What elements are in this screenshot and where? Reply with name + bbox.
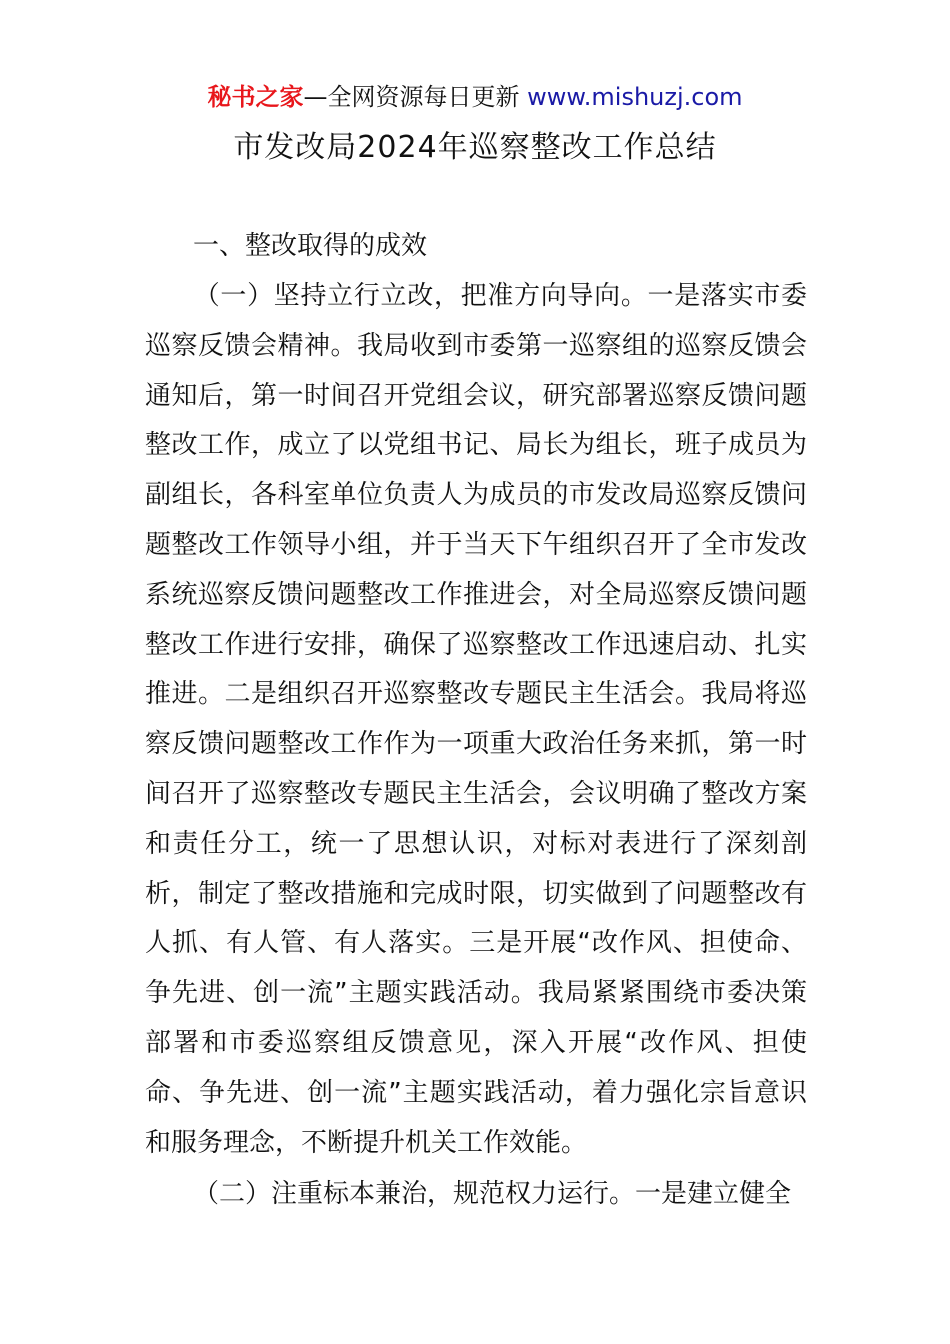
body-paragraph: [145, 1170, 807, 1220]
site-header: [0, 80, 950, 114]
body-paragraph: [145, 272, 807, 1168]
brand-name: 秘书之家: [207, 83, 304, 111]
header-tagline: —全网资源每日更新: [303, 83, 520, 111]
paragraph-text: （二）注重标本兼治，规范权力运行。一是建立健全: [193, 1179, 792, 1209]
section-heading: 一、整改取得的成效: [193, 231, 428, 261]
site-url-link[interactable]: www.mishuzj.com: [527, 83, 743, 111]
paragraph-text: （一）坚持立行立改，把准方向导向。一是落实市委巡察反馈会精神。我局收到市委第一巡察组的巡察反馈会通知后，第一时间召开党组会议，研究部署巡察反馈问题整改工作，成立了以党组书记、局长为组长，班子成员为副组长，各科室单位负责人为成员的市发改局巡察反馈问题整改工作领导小组，并于当天下午组织召开了全市发改系统巡察反馈问题整改工作推进会，对全局巡察反馈问题整改工作进行安排，确保了巡察整改工作迅速启动、扎实推进。二是组织召开巡察整改专题民主生活会。我局将巡察反馈问题整改工作作为一项重大政治任务来抓，第一时间召开了巡察整改专题民主生活会，会议明确了整改方案和责任分工，统一了思想认识，对标对表进行了深刻剖析，制定了整改措施和完成时限，切实做到了问题整改有人抓、有人管、有人落实。三是开展“改作风、担使命、争先进、创一流”主题实践活动。我局紧紧围绕市委决策部署和市委巡察组反馈意见，深入开展“改作风、担使命、争先进、创一流”主题实践活动，着力强化宗旨意识和服务理念，不断提升机关工作效能。: [145, 281, 807, 1158]
document-title: 市发改局2024年巡察整改工作总结: [233, 130, 717, 165]
